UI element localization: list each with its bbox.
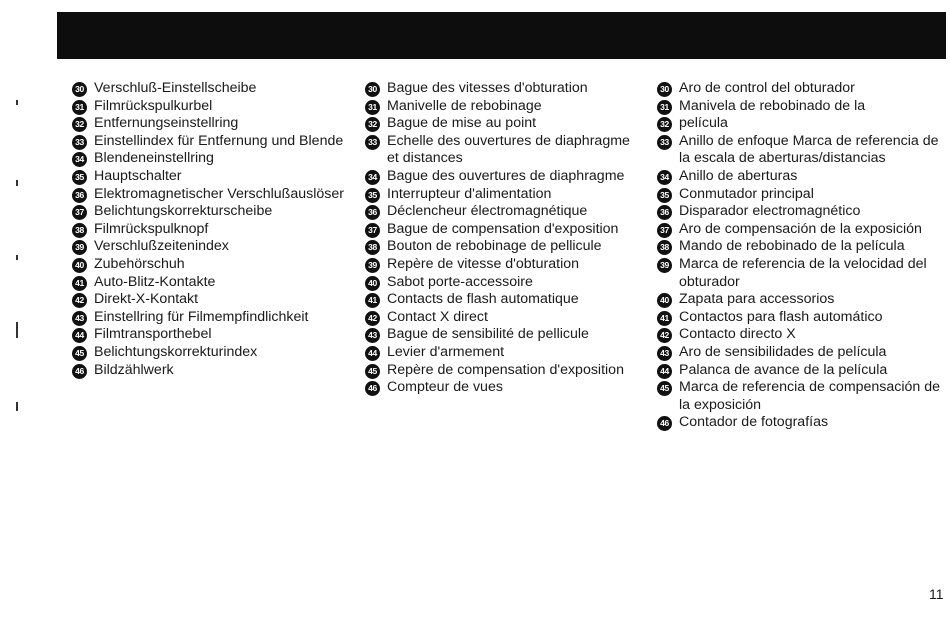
item-label: Conmutador principal <box>679 185 814 202</box>
item-label: Bague de mise au point <box>387 115 537 132</box>
item-number-badge: 43 <box>365 328 380 343</box>
legend-item <box>72 344 357 362</box>
legend-item <box>365 98 645 116</box>
item-label: Verschluß-Einstellscheibe <box>94 80 257 96</box>
item-number-badge: 39 <box>72 240 87 255</box>
item-number-badge: 39 <box>365 258 380 273</box>
item-label: Anillo de aberturas <box>679 167 798 184</box>
legend-item <box>365 362 645 380</box>
item-number-badge: 40 <box>72 258 87 273</box>
legend-item <box>72 203 357 221</box>
item-number-badge: 37 <box>365 223 380 238</box>
item-label: película <box>679 115 728 132</box>
legend-item <box>365 256 645 274</box>
item-number-badge: 42 <box>365 311 380 326</box>
item-label: Manivela de rebobinado de la <box>679 97 866 114</box>
item-label: Sabot porte-accessoire <box>387 273 533 290</box>
item-number-badge: 41 <box>365 293 380 308</box>
legend-item <box>365 168 645 186</box>
legend-item <box>365 309 645 327</box>
item-label: Bildzählwerk <box>94 361 174 378</box>
item-number-badge: 32 <box>72 117 87 132</box>
legend-item <box>657 379 947 414</box>
item-number-badge: 46 <box>72 364 87 379</box>
item-label: Contador de fotografías <box>679 414 829 431</box>
item-number-badge: 34 <box>365 170 380 185</box>
item-number-badge: 40 <box>657 293 672 308</box>
item-label: Hauptschalter <box>94 167 182 184</box>
item-number-badge: 43 <box>72 311 87 326</box>
legend-item <box>657 291 947 309</box>
item-number-badge: 32 <box>365 117 380 132</box>
item-number-badge: 30 <box>657 82 672 97</box>
legend-item <box>657 326 947 344</box>
item-number-badge: 34 <box>72 152 87 167</box>
item-label: Filmtransporthebel <box>94 326 212 343</box>
item-number-badge: 34 <box>657 170 672 185</box>
legend-item <box>657 414 947 432</box>
item-number-badge: 45 <box>72 346 87 361</box>
item-label: Contactos para flash automático <box>679 308 883 325</box>
item-number-badge: 40 <box>365 276 380 291</box>
legend-item <box>365 326 645 344</box>
header-bar <box>57 12 946 59</box>
item-number-badge: 32 <box>657 117 672 132</box>
item-number-badge: 36 <box>72 188 87 203</box>
legend-item <box>657 362 947 380</box>
legend-item <box>657 80 947 98</box>
legend-item <box>657 133 947 168</box>
item-label: Auto-Blitz-Kontakte <box>94 273 216 290</box>
item-label: Repère de compensation d'exposition <box>387 361 624 378</box>
item-number-badge: 35 <box>72 170 87 185</box>
legend-item <box>657 98 947 116</box>
item-number-badge: 33 <box>657 135 672 150</box>
legend-item <box>365 115 645 133</box>
page-number: 11 <box>929 586 944 602</box>
item-number-badge: 44 <box>657 364 672 379</box>
item-number-badge: 33 <box>365 135 380 150</box>
item-number-badge: 45 <box>365 364 380 379</box>
legend-item <box>365 80 645 98</box>
item-number-badge: 41 <box>657 311 672 326</box>
item-label: Direkt-X-Kontakt <box>94 291 199 308</box>
item-number-badge: 46 <box>657 416 672 431</box>
item-label: Déclencheur électromagnétique <box>387 203 588 220</box>
item-label: Palanca de avance de la película <box>679 361 888 378</box>
item-number-badge: 46 <box>365 381 380 396</box>
column-spanish <box>657 80 947 432</box>
legend-item <box>657 256 947 291</box>
item-number-badge: 36 <box>365 205 380 220</box>
legend-item <box>365 274 645 292</box>
legend-item <box>657 309 947 327</box>
legend-item <box>72 362 357 380</box>
column-french <box>365 80 645 397</box>
column-german <box>72 80 357 379</box>
item-number-badge: 38 <box>72 223 87 238</box>
margin-mark <box>16 180 18 186</box>
item-label: Verschlußzeitenindex <box>94 238 229 255</box>
item-label: Belichtungskorrekturindex <box>94 343 258 360</box>
item-number-badge: 44 <box>72 328 87 343</box>
item-label: Compteur de vues <box>387 379 503 396</box>
item-number-badge: 39 <box>657 258 672 273</box>
item-number-badge: 35 <box>657 188 672 203</box>
item-label: Bouton de rebobinage de pellicule <box>387 238 602 255</box>
item-number-badge: 38 <box>657 240 672 255</box>
item-label: Entfernungseinstellring <box>94 115 239 132</box>
legend-item <box>365 186 645 204</box>
item-number-badge: 31 <box>365 100 380 115</box>
item-number-badge: 42 <box>657 328 672 343</box>
item-number-badge: 45 <box>657 381 672 396</box>
margin-mark <box>16 100 18 105</box>
legend-item <box>365 291 645 309</box>
item-label: Bague de compensation d'exposition <box>387 220 619 237</box>
legend-item <box>657 221 947 239</box>
item-number-badge: 43 <box>657 346 672 361</box>
item-number-badge: 38 <box>365 240 380 255</box>
item-number-badge: 30 <box>72 82 87 97</box>
item-number-badge: 35 <box>365 188 380 203</box>
item-label: Filmrückspulknopf <box>94 220 209 237</box>
margin-mark <box>16 402 18 411</box>
item-label: Blendeneinstellring <box>94 150 214 167</box>
legend-item <box>72 98 357 116</box>
item-label: Bague des ouvertures de diaphragme <box>387 167 625 184</box>
legend-item <box>657 186 947 204</box>
item-label: Mando de rebobinado de la película <box>679 238 905 255</box>
item-number-badge: 41 <box>72 276 87 291</box>
legend-item <box>72 221 357 239</box>
item-label: Repère de vitesse d'obturation <box>387 255 579 272</box>
legend-item <box>657 238 947 256</box>
item-label: Aro de control del obturador <box>679 80 855 96</box>
item-label: Bague des vitesses d'obturation <box>387 80 588 96</box>
item-label: Contacto directo X <box>679 326 796 343</box>
item-label: Contact X direct <box>387 308 488 325</box>
legend-item <box>72 309 357 327</box>
legend-item <box>72 274 357 292</box>
item-label: Zubehörschuh <box>94 255 185 272</box>
item-label: Disparador electromagnético <box>679 203 861 220</box>
item-label: Levier d'armement <box>387 343 505 360</box>
legend-item <box>365 203 645 221</box>
item-label: Filmrückspulkurbel <box>94 97 213 114</box>
item-number-badge: 31 <box>657 100 672 115</box>
item-label: Contacts de flash automatique <box>387 291 579 308</box>
legend-item <box>365 221 645 239</box>
item-number-badge: 31 <box>72 100 87 115</box>
item-number-badge: 36 <box>657 205 672 220</box>
legend-item <box>72 133 357 151</box>
item-number-badge: 37 <box>72 205 87 220</box>
legend-item <box>72 150 357 168</box>
item-label: Bague de sensibilité de pellicule <box>387 326 589 343</box>
item-label: Elektromagnetischer Verschlußauslöser <box>94 185 344 202</box>
item-number-badge: 37 <box>657 223 672 238</box>
item-label: Anillo de enfoque Marca de referencia de la escala de aberturas/distancias <box>679 132 939 167</box>
legend-item <box>72 168 357 186</box>
legend-item <box>657 344 947 362</box>
legend-item <box>72 80 357 98</box>
item-label: Belichtungskorrekturscheibe <box>94 203 273 220</box>
item-number-badge: 30 <box>365 82 380 97</box>
legend-item <box>72 186 357 204</box>
item-label: Manivelle de rebobinage <box>387 97 542 114</box>
legend-item <box>657 115 947 133</box>
legend-item <box>657 168 947 186</box>
item-label: Zapata para accessorios <box>679 291 835 308</box>
legend-item <box>72 326 357 344</box>
item-label: Einstellring für Filmempfindlichkeit <box>94 308 309 325</box>
legend-item <box>365 238 645 256</box>
legend-item <box>365 379 645 397</box>
legend-item <box>72 291 357 309</box>
item-number-badge: 44 <box>365 346 380 361</box>
margin-mark <box>16 255 18 260</box>
item-label: Einstellindex für Entfernung und Blende <box>94 132 344 149</box>
item-label: Echelle des ouvertures de diaphragme et distances <box>387 132 630 167</box>
legend-item <box>657 203 947 221</box>
legend-item <box>72 115 357 133</box>
legend-item <box>72 256 357 274</box>
legend-item <box>72 238 357 256</box>
item-label: Marca de referencia de compensación de la exposición <box>679 379 941 413</box>
item-label: Interrupteur d'alimentation <box>387 185 552 202</box>
item-number-badge: 33 <box>72 135 87 150</box>
item-number-badge: 42 <box>72 293 87 308</box>
item-label: Marca de referencia de la velocidad del obturador <box>679 255 927 290</box>
margin-mark <box>16 322 18 338</box>
legend-item <box>365 133 645 168</box>
item-label: Aro de compensación de la exposición <box>679 220 922 237</box>
item-label: Aro de sensibilidades de película <box>679 343 887 360</box>
legend-item <box>365 344 645 362</box>
